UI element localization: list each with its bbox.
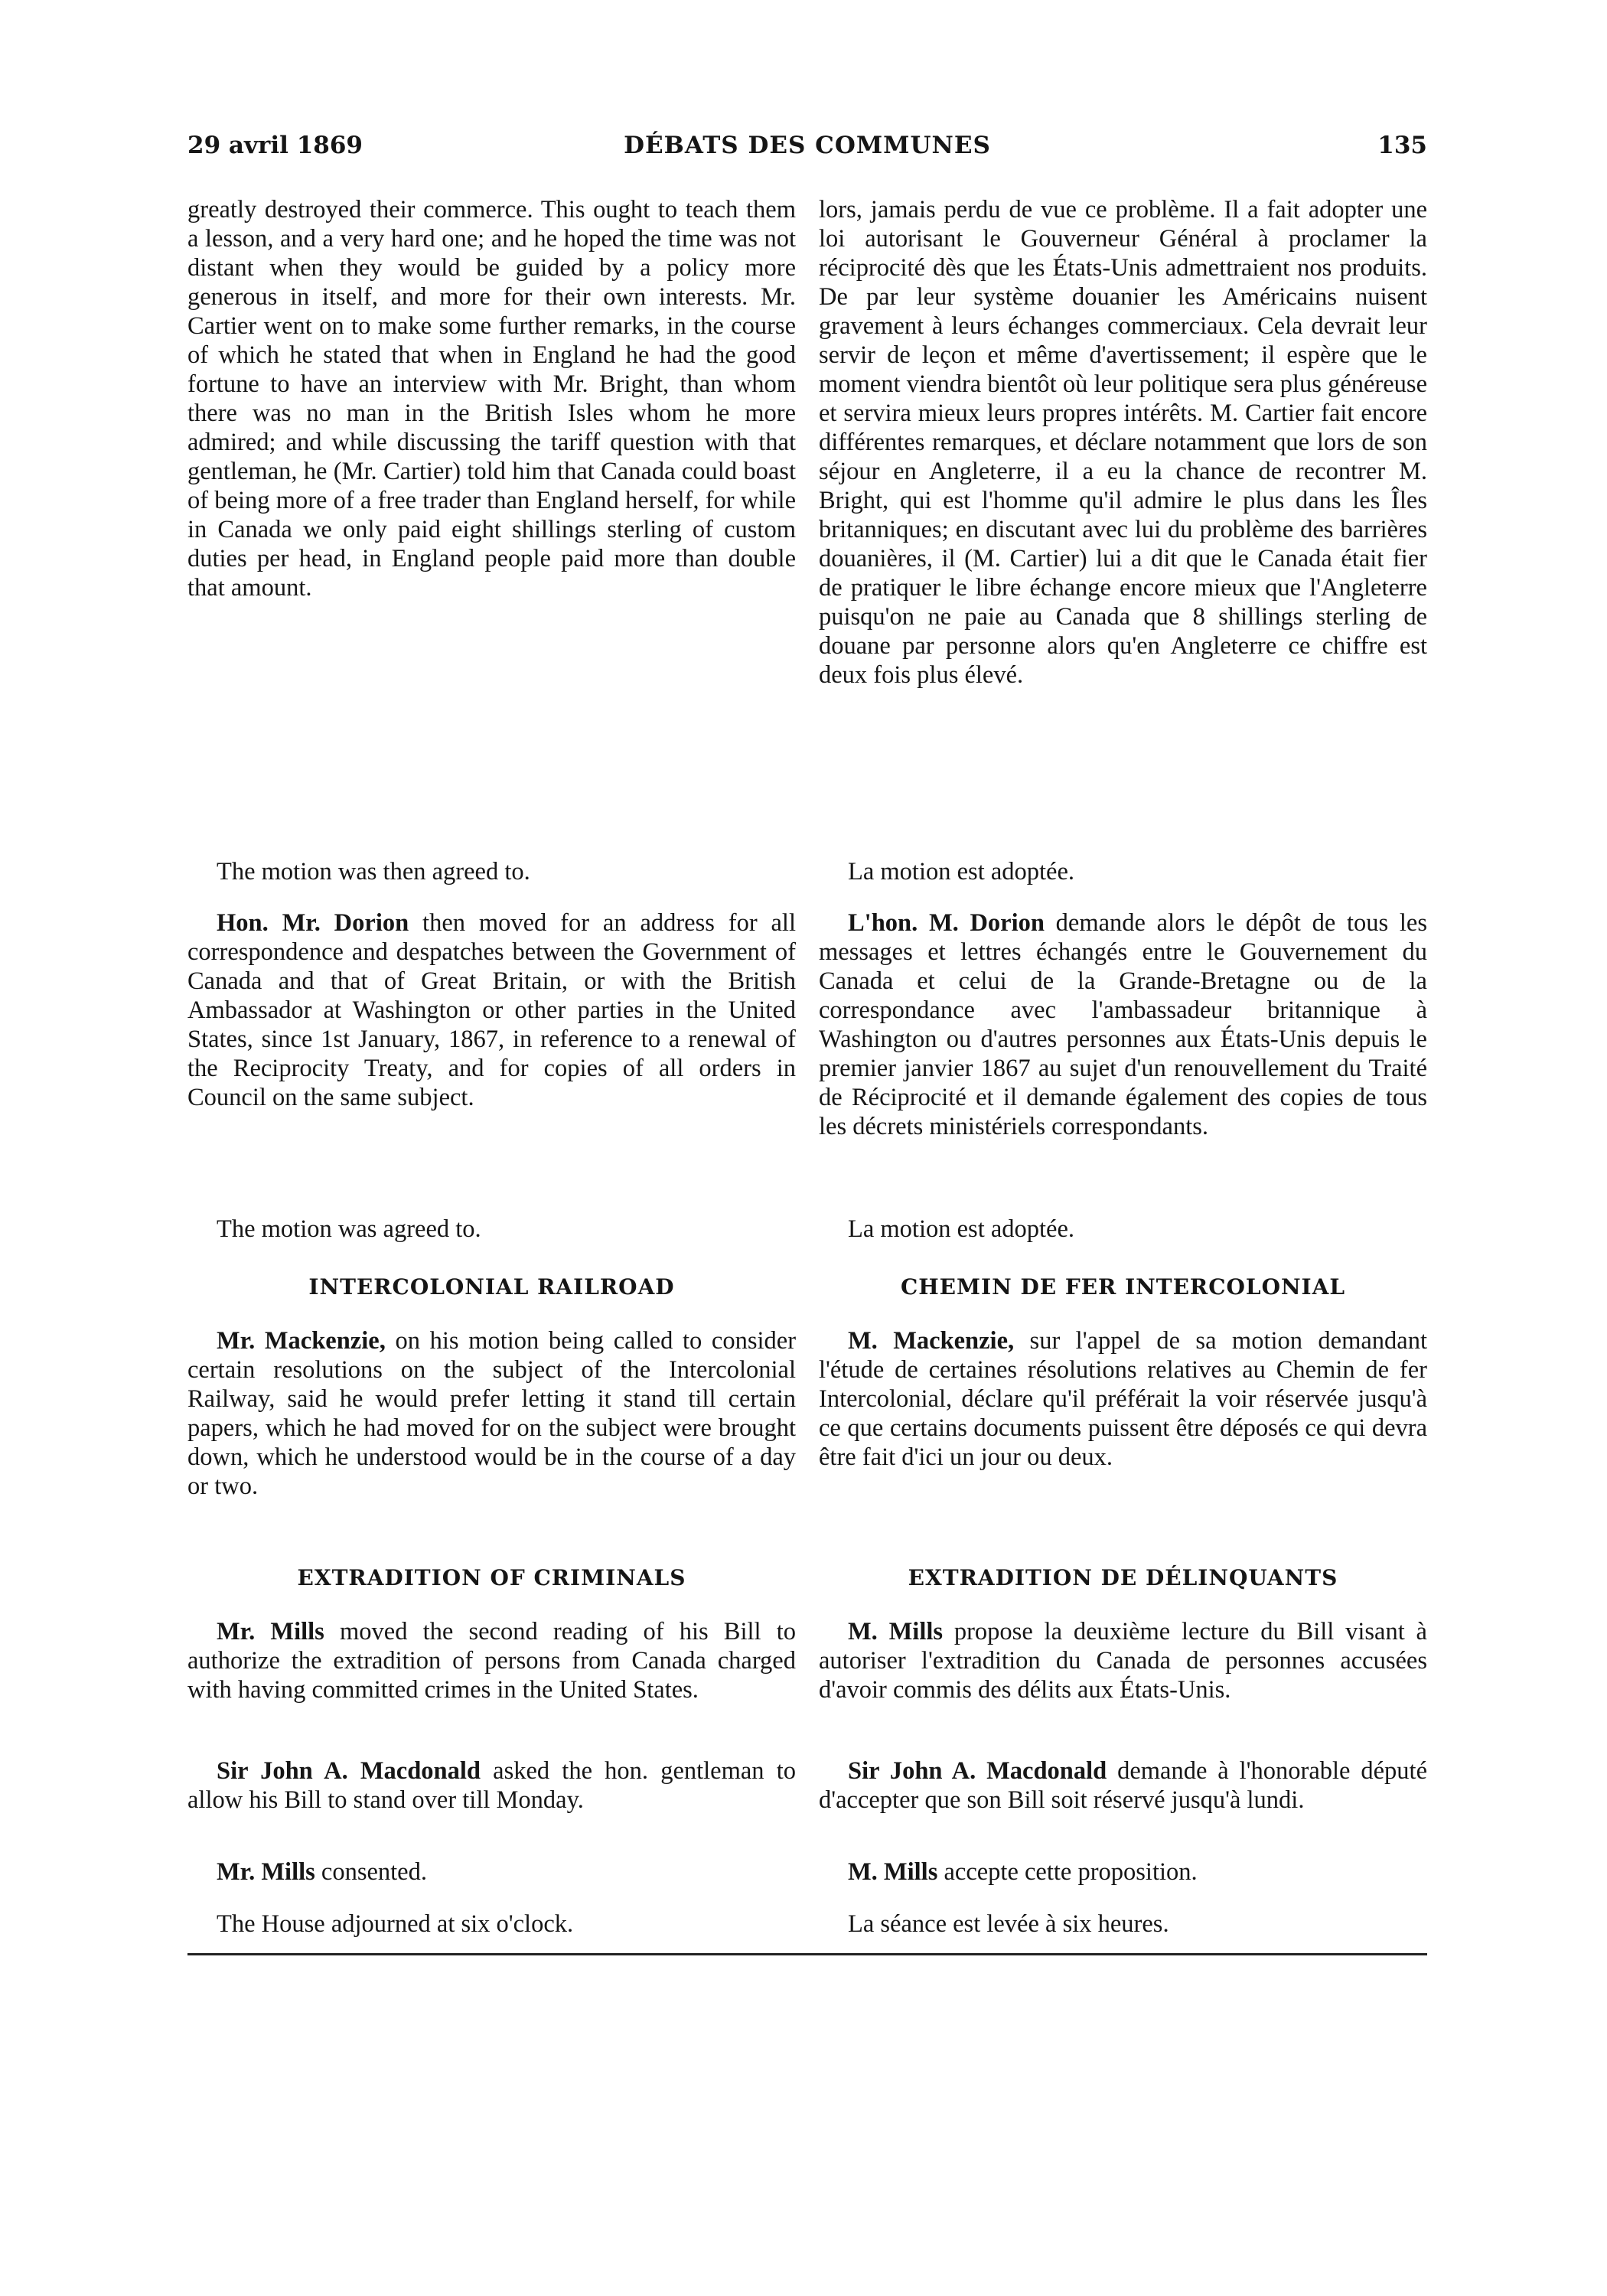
english-adjourned: The House adjourned at six o'clock.: [217, 1910, 574, 1938]
french-mackenzie-paragraph: [819, 1326, 1427, 1472]
speaker-name: Sir John A. Macdonald: [217, 1757, 481, 1785]
english-heading-intercolonial-railroad: INTERCOLONIAL RAILROAD: [308, 1274, 675, 1300]
french-macdonald-paragraph: [819, 1756, 1427, 1815]
paragraph-text: moved the second reading of his Bill to authorize the extradition of persons from Canada charged with having committed crimes in the United States.: [187, 1618, 797, 1704]
french-mills-paragraph: [819, 1617, 1427, 1704]
speaker-name: Mr. Mackenzie,: [217, 1327, 386, 1355]
french-opening-paragraph: lors, jamais perdu de vue ce problème. Il a fait adopter une loi autorisant le Gouverneur Général à proclamer la réciprocité dès que les États-Unis admettraient nos produits. De par leur système douanier les Américains nuisent gravement à leurs échanges commerciaux. Cela devrait leur servir de leçon et même d'avertissement; il espère que le moment viendra bientôt où leur politique sera plus généreuse et servira mieux leurs propres intérêts. M. Cartier fait encore différentes remarques, et déclare notamment que lors de son séjour en Angleterre, il a eu la chance de recontrer M. Bright, qui est l'homme qu'il admire le plus dans les Îles britanniques; en discutant avec lui du problème des barrières douanières, il (M. Cartier) lui a dit que le Canada était fier de pratiquer le libre échange encore mieux que l'Angleterre puisqu'on ne paie au Canada que 8 shillings sterling de douane par personne alors qu'en Angleterre ce chiffre est deux fois plus élevé.: [819, 196, 1427, 689]
paragraph-text: then moved for an address for all correspondence and despatches between the Government of Canada and that of Great Britain, or with the British Ambassador at Washington or other parties in the United States, since 1st January, 1867, in reference to a renewal of the Reciprocity Treaty, and for copies of all orders in Council on the same subject.: [187, 909, 796, 1111]
english-heading-extradition: EXTRADITION OF CRIMINALS: [297, 1565, 686, 1590]
page-number: 135: [1377, 132, 1427, 159]
french-motion-adoptee-2: La motion est adoptée.: [848, 1215, 1075, 1243]
english-dorion-paragraph: [187, 908, 796, 1112]
paragraph-text: sur l'appel de sa motion demandant l'étude de certaines résolutions relatives au Chemin de fer Intercolonial, déclare qu'il préférait la voir réservée jusqu'à ce que certains documents puissent être déposés ce qui devra être fait d'ici un jour ou deux.: [819, 1327, 1427, 1471]
paragraph-text: demande alors le dépôt de tous les messages et lettres échangés entre le Gouvernement du Canada et celui de la Grande-Bretagne ou de la correspondance avec l'ambassadeur britannique à Washington ou d'autres personnes aux États-Unis depuis le premier janvier 1867 au sujet d'un renouvellement du Traité de Réciprocité et il demande également des copies de tous les décrets ministériels correspondants.: [819, 909, 1427, 1140]
speaker-name: Mr. Mills: [217, 1858, 315, 1886]
english-motion-agreed-2: The motion was agreed to.: [217, 1215, 481, 1243]
english-mills-paragraph: [187, 1617, 796, 1704]
page-header: [187, 132, 1427, 170]
paragraph-text: on his motion being called to consider certain resolutions on the subject of the Intercolonial Railway, said he would prefer letting it stand till certain papers, which he had moved for on the subject were brought down, which he understood would be in the course of a day or two.: [187, 1327, 797, 1500]
english-mackenzie-paragraph: [187, 1326, 796, 1501]
paragraph-text: accepte cette proposition.: [937, 1858, 1198, 1886]
speaker-name: M. Mills: [848, 1858, 938, 1886]
header-title: DÉBATS DES COMMUNES: [624, 132, 991, 159]
english-macdonald-paragraph: [187, 1756, 796, 1815]
speaker-name: Mr. Mills: [217, 1618, 324, 1645]
bottom-rule: [187, 1953, 1427, 1955]
french-motion-adoptee-1: La motion est adoptée.: [848, 858, 1075, 885]
paragraph-text: propose la deuxième lecture du Bill visant à autoriser l'extradition du Canada de personnes accusées d'avoir commis des délits aux États-Unis.: [819, 1618, 1427, 1704]
speaker-name: M. Mills: [848, 1618, 944, 1645]
french-mills-accepte: [819, 1857, 1427, 1887]
speaker-name: M. Mackenzie,: [848, 1327, 1015, 1355]
english-motion-agreed-1: The motion was then agreed to.: [217, 858, 530, 885]
paragraph-text: asked the hon. gentleman to allow his Bill to stand over till Monday.: [187, 1757, 796, 1814]
speaker-name: Hon. Mr. Dorion: [217, 909, 409, 937]
french-dorion-paragraph: [819, 908, 1427, 1141]
french-heading-chemin-de-fer: CHEMIN DE FER INTERCOLONIAL: [900, 1274, 1346, 1300]
paragraph-text: consented.: [315, 1858, 427, 1886]
french-heading-extradition: EXTRADITION DE DÉLINQUANTS: [908, 1565, 1338, 1590]
english-opening-paragraph: greatly destroyed their commerce. This ought to teach them a lesson, and a very hard one; and he hoped the time was not distant when they would be guided by a policy more generous in itself, and more for their own interests. Mr. Cartier went on to make some further remarks, in the course of which he stated that when in England he had the good fortune to have an interview with Mr. Bright, than whom there was no man in the British Isles whom he more admired; and while discussing the tariff question with that gentleman, he (Mr. Cartier) told him that Canada could boast of being more of a free trader than England herself, for while in Canada we only paid eight shillings sterling of custom duties per head, in England people paid more than double that amount.: [187, 196, 796, 602]
english-mills-consented: [187, 1857, 796, 1887]
french-seance-levee: La séance est levée à six heures.: [848, 1910, 1169, 1938]
paragraph-text: demande à l'honorable député d'accepter que son Bill soit réservé jusqu'à lundi.: [819, 1757, 1427, 1814]
speaker-name: Sir John A. Macdonald: [848, 1757, 1107, 1785]
speaker-name: L'hon. M. Dorion: [848, 909, 1045, 937]
header-date: 29 avril 1869: [187, 132, 363, 159]
